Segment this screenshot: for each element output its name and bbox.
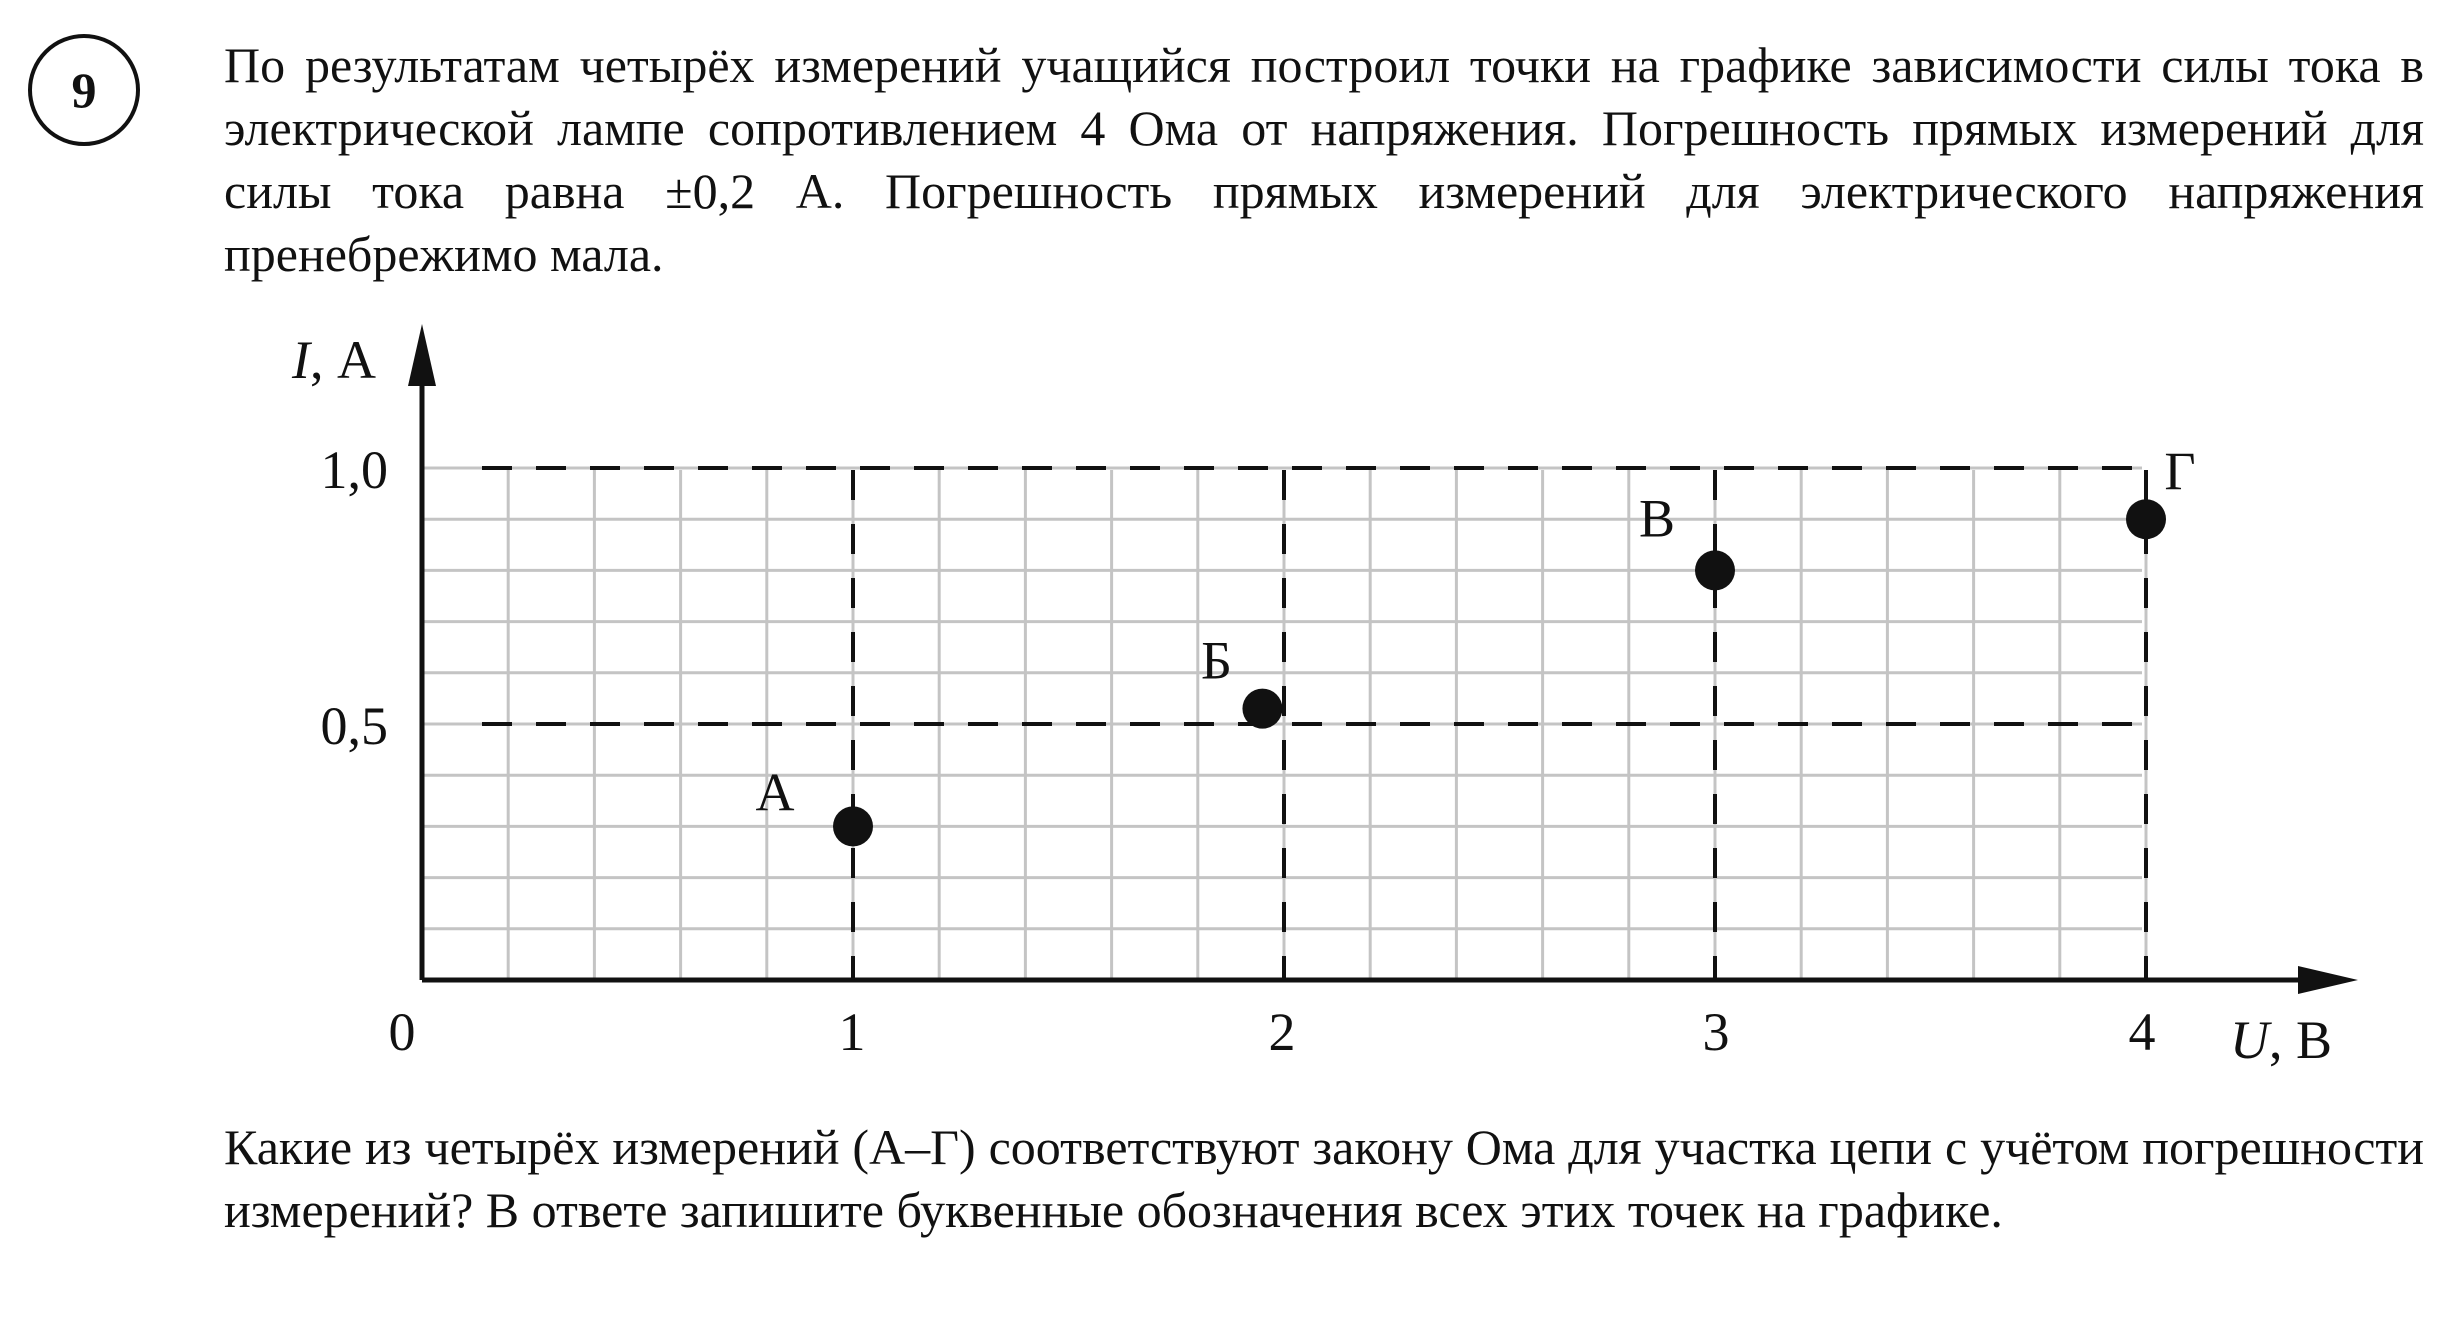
y-axis-arrow [408,324,436,386]
y-tick-label-1-0: 1,0 [320,440,388,500]
x-axis-label: U, В [2230,1010,2333,1070]
data-point [1242,689,1282,729]
task-statement: По результатам четырёх измерений учащийся построил точки на графике зависимости силы тока в электрической лампе сопротивлением 4 Ома от напряжения. Погрешность прямых измерений для силы тока равна ±0,2 А. Погрешность прямых измерений для электрического напряжения пренебрежимо мала. [224,37,2424,282]
data-point-label: А [755,762,795,823]
x-tick-label-3: 3 [1702,1002,1730,1062]
x-tick-label-1: 1 [838,1002,866,1062]
axis-labels [291,330,2332,1070]
data-point [2126,499,2166,539]
task-question: Какие из четырёх измерений (А–Г) соответствуют закону Ома для участка цепи с учётом погрешности измерений? В ответе запишите буквенные обозначения всех этих точек на графике. [224,1119,2424,1238]
task-number: 9 [71,62,97,118]
data-points [756,441,2196,846]
x-tick-label-2: 2 [1268,1002,1296,1062]
y-axis-label: I, А [292,330,376,390]
data-point [1695,550,1735,590]
x-axis-arrow [2298,966,2358,994]
y-tick-label-0-5: 0,5 [320,696,388,756]
origin-label: 0 [388,1002,416,1062]
axes [408,324,2358,994]
data-point-label: В [1638,488,1676,549]
data-point-label: Б [1200,630,1232,691]
data-point [833,806,873,846]
x-tick-label-4: 4 [2128,1002,2156,1062]
data-point-label: Г [2164,441,2196,502]
